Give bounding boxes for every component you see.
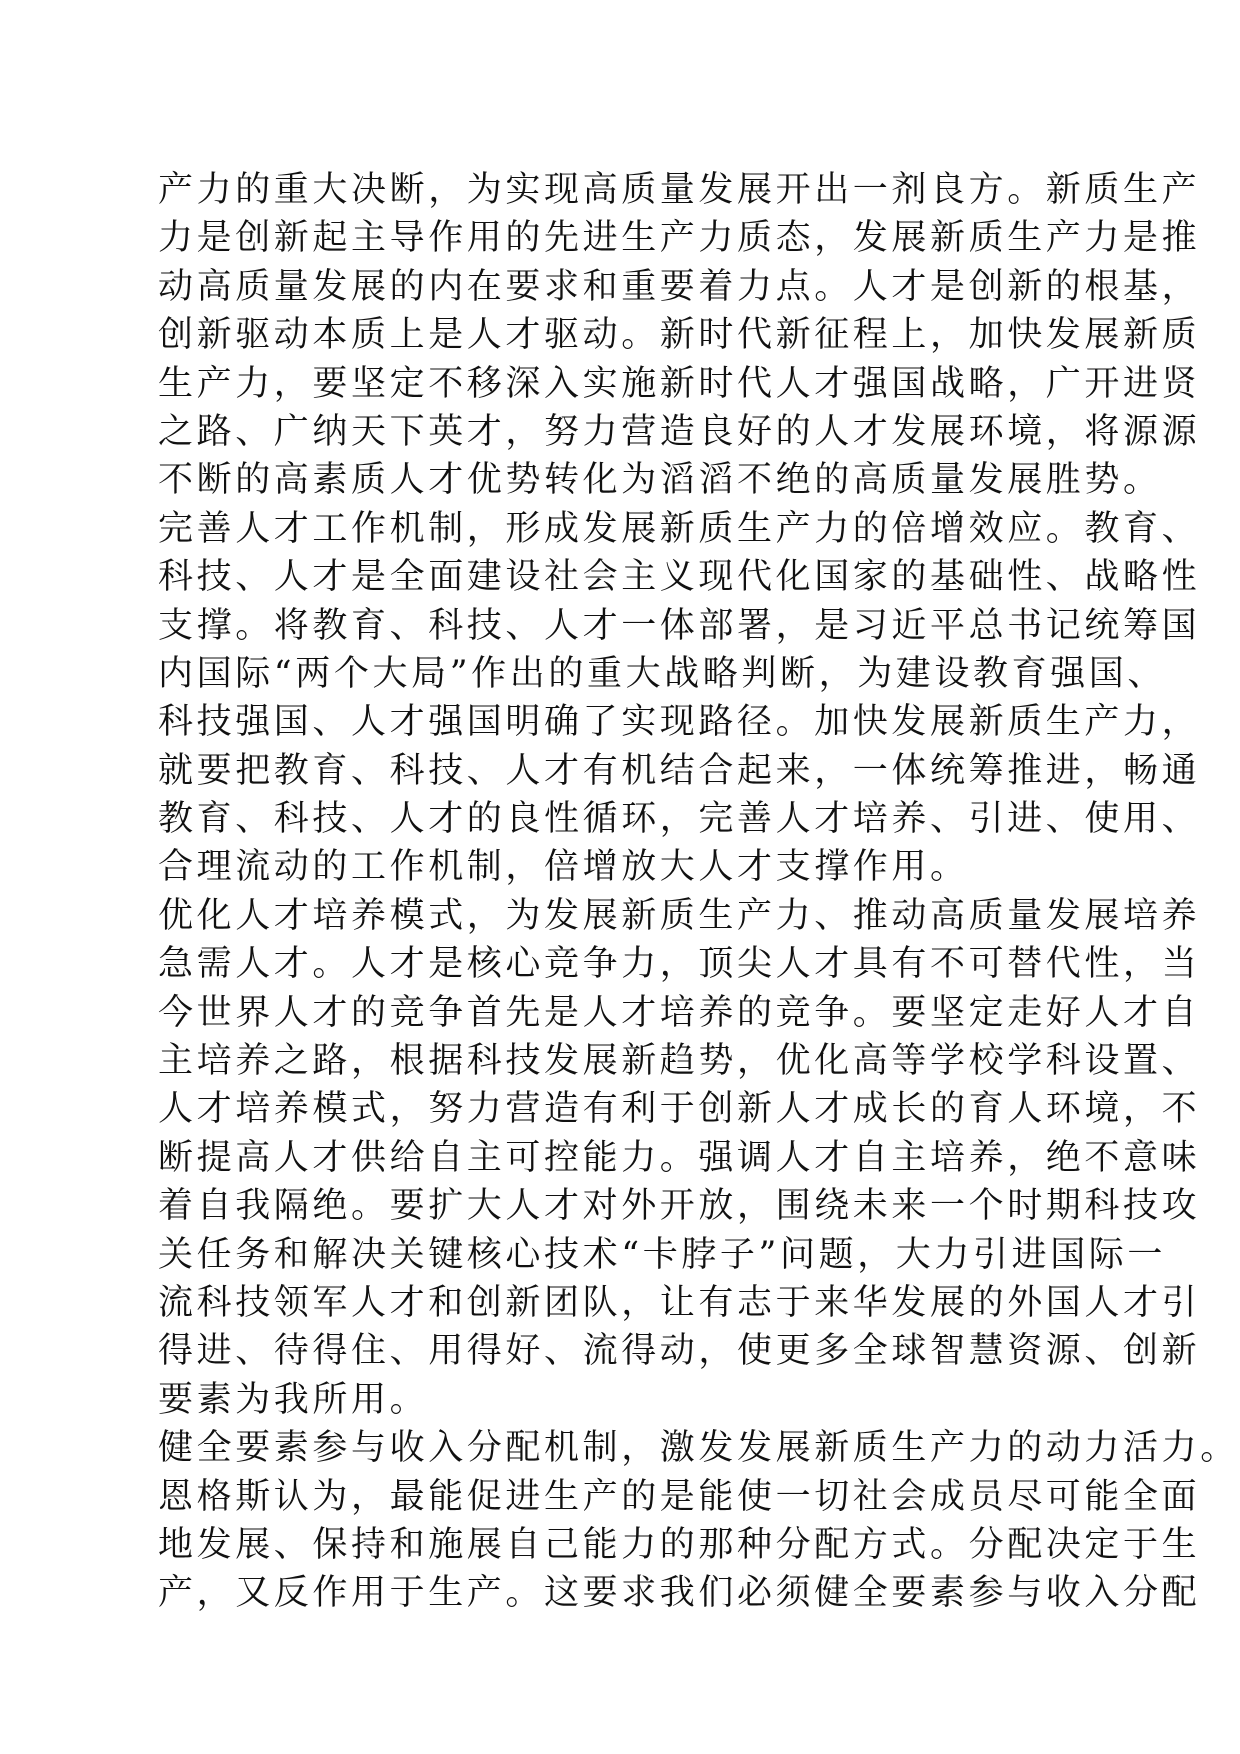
text-line: 不断的高素质人才优势转化为滔滔不绝的高质量发展胜势。 xyxy=(158,460,1162,501)
paragraph-heading-line: 优化人才培养模式，为发展新质生产力、推动高质量发展培养 xyxy=(158,895,1201,936)
text-line: 主培养之路，根据科技发展新趋势，优化高等学校学科设置、 xyxy=(158,1041,1201,1082)
text-line: 恩格斯认为，最能促进生产的是能使一切社会成员尽可能全面 xyxy=(158,1476,1201,1517)
text-line: 着自我隔绝。要扩大人才对外开放，围绕未来一个时期科技攻 xyxy=(158,1186,1201,1227)
text-line: 力是创新起主导作用的先进生产力质态，发展新质生产力是推 xyxy=(158,218,1201,259)
text-line: 内国际“两个大局”作出的重大战略判断，为建设教育强国、 xyxy=(158,653,1166,694)
text-line: 科技、人才是全面建设社会主义现代化国家的基础性、战略性 xyxy=(158,557,1201,598)
text-line: 关任务和解决关键核心技术“卡脖子”问题，大力引进国际一 xyxy=(158,1234,1166,1275)
text-line: 地发展、保持和施展自己能力的那种分配方式。分配决定于生 xyxy=(158,1524,1201,1565)
paragraph-heading-line: 健全要素参与收入分配机制，激发发展新质生产力的动力活力。 xyxy=(158,1428,1239,1469)
text-line: 教育、科技、人才的良性循环，完善人才培养、引进、使用、 xyxy=(158,799,1201,840)
text-line: 流科技领军人才和创新团队，让有志于来华发展的外国人才引 xyxy=(158,1282,1201,1323)
text-line: 动高质量发展的内在要求和重要着力点。人才是创新的根基， xyxy=(158,266,1201,307)
document-body xyxy=(158,166,1239,1618)
text-line: 就要把教育、科技、人才有机结合起来，一体统筹推进，畅通 xyxy=(158,750,1201,791)
text-line: 断提高人才供给自主可控能力。强调人才自主培养，绝不意味 xyxy=(158,1137,1201,1178)
text-line: 急需人才。人才是核心竞争力，顶尖人才具有不可替代性，当 xyxy=(158,944,1201,985)
text-line: 支撑。将教育、科技、人才一体部署，是习近平总书记统筹国 xyxy=(158,605,1201,646)
text-line: 科技强国、人才强国明确了实现路径。加快发展新质生产力， xyxy=(158,702,1201,743)
text-line: 之路、广纳天下英才，努力营造良好的人才发展环境，将源源 xyxy=(158,411,1201,452)
text-line: 人才培养模式，努力营造有利于创新人才成长的育人环境，不 xyxy=(158,1089,1201,1130)
text-line: 合理流动的工作机制，倍增放大人才支撑作用。 xyxy=(158,847,969,888)
text-line: 生产力，要坚定不移深入实施新时代人才强国战略，广开进贤 xyxy=(158,363,1201,404)
text-line: 今世界人才的竞争首先是人才培养的竞争。要坚定走好人才自 xyxy=(158,992,1201,1033)
text-line: 要素为我所用。 xyxy=(158,1379,429,1420)
text-line: 得进、待得住、用得好、流得动，使更多全球智慧资源、创新 xyxy=(158,1331,1201,1372)
text-line: 创新驱动本质上是人才驱动。新时代新征程上，加快发展新质 xyxy=(158,315,1201,356)
text-line: 产，又反作用于生产。这要求我们必须健全要素参与收入分配 xyxy=(158,1573,1201,1614)
paragraph-heading-line: 完善人才工作机制，形成发展新质生产力的倍增效应。教育、 xyxy=(158,508,1201,549)
text-line: 产力的重大决断，为实现高质量发展开出一剂良方。新质生产 xyxy=(158,170,1201,210)
